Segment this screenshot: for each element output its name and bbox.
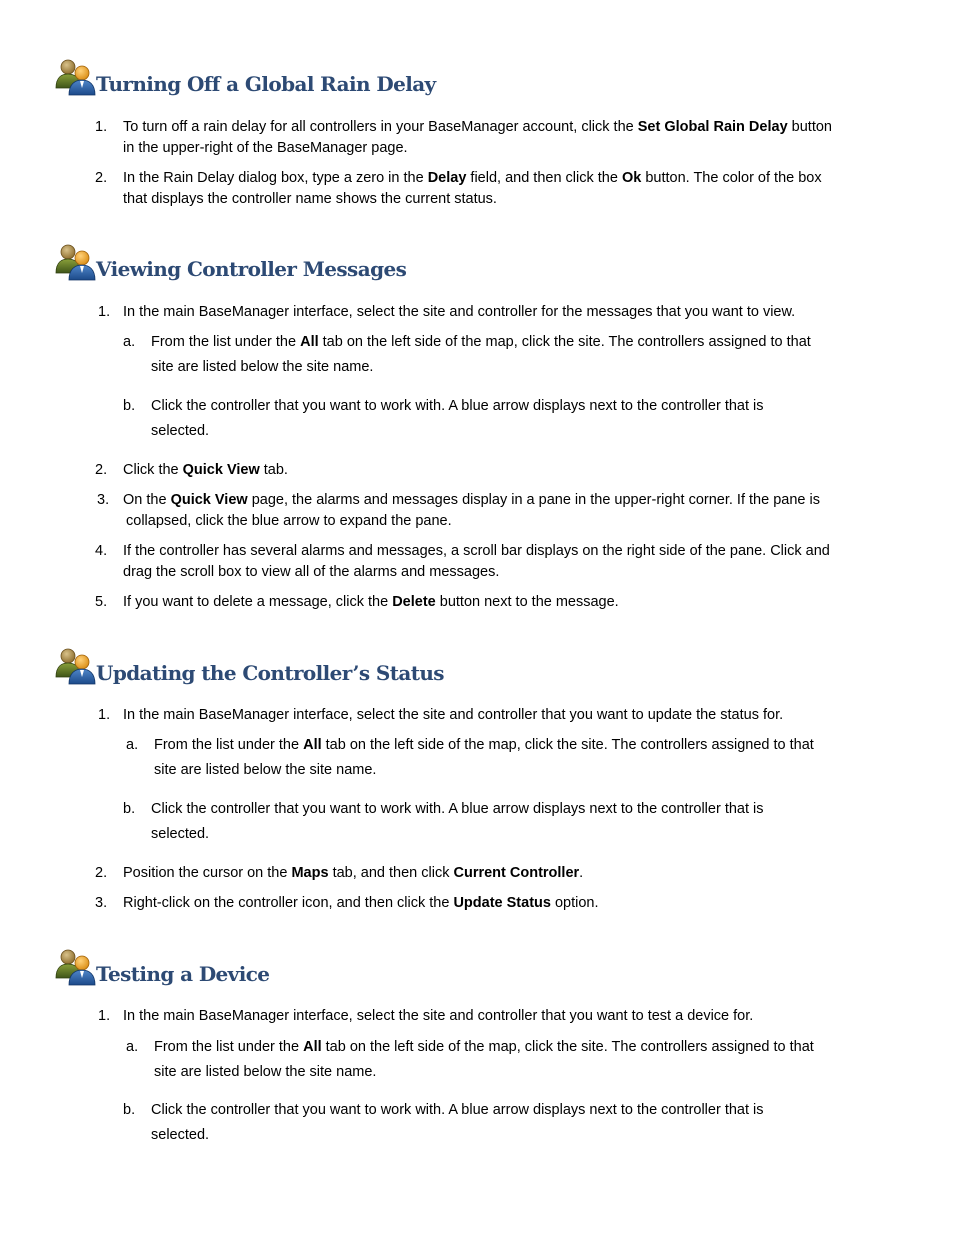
users-icon <box>55 647 97 687</box>
list-text <box>154 1035 814 1084</box>
list-number: 5. <box>95 594 108 610</box>
section-heading <box>55 243 915 287</box>
list-text <box>123 705 783 726</box>
list-letter: b. <box>123 801 136 817</box>
bold-term: Quick View <box>182 462 260 478</box>
text-line: site are listed below the site name. <box>151 358 374 375</box>
bold-term: Set Global Rain Delay <box>637 119 788 135</box>
text-line: If you want to delete a message, click the Delete button next to the message. <box>123 594 619 610</box>
list-text <box>151 330 811 379</box>
text-line: In the main BaseManager interface, select the site and controller that you want to update the status for. <box>123 707 784 723</box>
list-text <box>123 592 619 613</box>
list-number: 1. <box>98 1008 111 1024</box>
bold-term: Update Status <box>453 895 551 911</box>
text-line: Position the cursor on the Maps tab, and then click Current Controller. <box>123 865 584 881</box>
section-title: Turning Off a Global Rain Delay <box>96 72 436 96</box>
text-line: If the controller has several alarms and messages, a scroll bar displays on the right side of the pane. Click and <box>123 543 830 559</box>
list-number: 1. <box>98 304 111 320</box>
list-number: 3. <box>97 492 110 508</box>
text-line: selected. <box>151 422 210 439</box>
bold-term: Current Controller <box>453 865 580 881</box>
text-line: site are listed below the site name. <box>154 761 377 778</box>
bold-term: Ok <box>621 170 642 186</box>
section-heading <box>55 647 915 691</box>
text-line: From the list under the All tab on the left side of the map, click the site. The controllers assigned to that <box>154 1039 814 1055</box>
list-letter: a. <box>126 1039 139 1055</box>
bold-term: All <box>303 737 322 753</box>
text-line: From the list under the All tab on the left side of the map, click the site. The controllers assigned to that <box>151 334 811 350</box>
list-number: 4. <box>95 543 108 559</box>
list-number: 2. <box>95 170 108 186</box>
text-line: Right-click on the controller icon, and then click the Update Status option. <box>123 895 599 911</box>
list-text <box>123 460 288 481</box>
text-line: that displays the controller name shows the current status. <box>123 191 497 207</box>
users-icon <box>55 243 97 283</box>
list-text <box>123 893 599 914</box>
bold-term: Quick View <box>170 492 248 508</box>
text-line: selected. <box>151 1126 210 1143</box>
list-text <box>123 117 832 159</box>
list-text <box>123 541 830 583</box>
list-number: 1. <box>98 707 111 723</box>
list-letter: b. <box>123 1102 136 1118</box>
list-number: 1. <box>95 119 108 135</box>
section-heading <box>55 948 915 992</box>
section-heading <box>55 58 915 102</box>
text-line: In the Rain Delay dialog box, type a zero in the Delay field, and then click the Ok button. The color of the box <box>123 170 822 186</box>
section-title: Updating the Controller’s Status <box>96 661 444 685</box>
text-line: drag the scroll box to view all of the alarms and messages. <box>123 564 500 580</box>
text-line: Click the Quick View tab. <box>123 462 288 478</box>
list-text <box>151 394 764 443</box>
text-line: In the main BaseManager interface, select the site and controller that you want to test a device for. <box>123 1008 754 1024</box>
bold-term: All <box>303 1039 322 1055</box>
section-title: Testing a Device <box>96 962 270 986</box>
bold-term: Delete <box>392 594 436 610</box>
list-text <box>123 863 583 884</box>
text-line: Click the controller that you want to work with. A blue arrow displays next to the controller that is <box>151 1102 764 1118</box>
text-line: site are listed below the site name. <box>154 1063 377 1080</box>
users-icon <box>55 58 97 98</box>
text-line: collapsed, click the blue arrow to expand the pane. <box>126 513 452 529</box>
text-line: On the Quick View page, the alarms and messages display in a pane in the upper-right corner. If the pane is <box>123 492 820 508</box>
list-letter: a. <box>126 737 139 753</box>
list-letter: a. <box>123 334 136 350</box>
list-text <box>151 1098 764 1147</box>
list-number: 2. <box>95 865 108 881</box>
bold-term: Maps <box>291 865 329 881</box>
users-icon <box>55 948 97 988</box>
list-number: 3. <box>95 895 108 911</box>
list-letter: b. <box>123 398 136 414</box>
list-text <box>123 490 820 532</box>
text-line: selected. <box>151 825 210 842</box>
list-text <box>123 168 822 210</box>
list-number: 2. <box>95 462 108 478</box>
section-title: Viewing Controller Messages <box>96 257 407 281</box>
bold-term: Delay <box>427 170 467 186</box>
text-line: in the upper-right of the BaseManager page. <box>123 140 408 156</box>
text-line: Click the controller that you want to work with. A blue arrow displays next to the controller that is <box>151 801 764 817</box>
text-line: To turn off a rain delay for all controllers in your BaseManager account, click the Set Global Rain Delay button <box>123 119 832 135</box>
text-line: From the list under the All tab on the left side of the map, click the site. The controllers assigned to that <box>154 737 814 753</box>
bold-term: All <box>300 334 319 350</box>
list-text <box>151 797 764 846</box>
list-text <box>123 302 795 323</box>
text-line: In the main BaseManager interface, select the site and controller for the messages that you want to view. <box>123 304 796 320</box>
list-text <box>123 1006 753 1027</box>
list-text <box>154 733 814 782</box>
text-line: Click the controller that you want to work with. A blue arrow displays next to the controller that is <box>151 398 764 414</box>
